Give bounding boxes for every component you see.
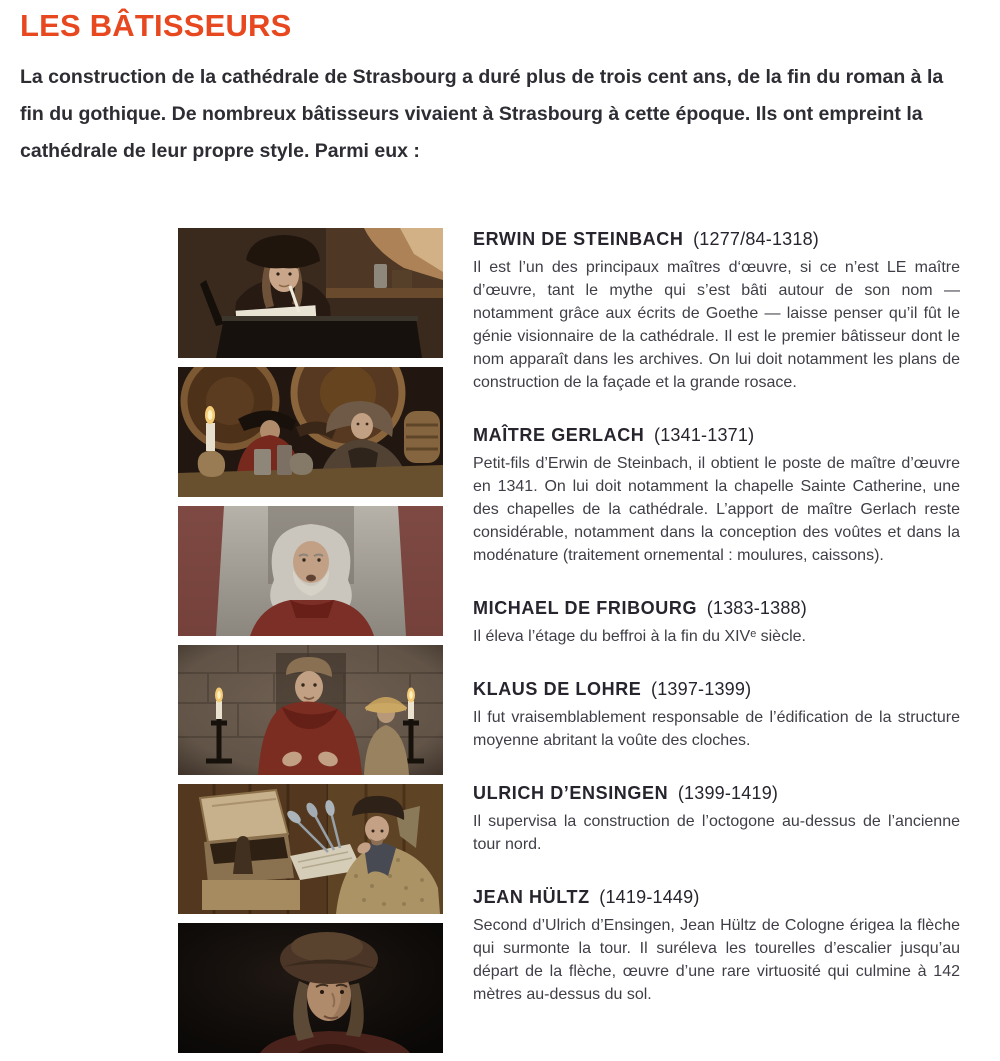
photo-ulrich-at-desk bbox=[178, 784, 443, 914]
photo-maitre-gerlach bbox=[178, 506, 443, 636]
builder-description: Il éleva l’étage du beffroi à la fin du XIVᵉ siècle. bbox=[473, 628, 806, 645]
builder-name: ULRICH D’ENSINGEN bbox=[473, 783, 669, 803]
builder-section-hultz bbox=[473, 886, 960, 1006]
builder-description: Petit-fils d’Erwin de Steinbach, il obtient le poste de maître d’œuvre en 1341. On lui doit notamment la chapelle Sainte Catherine, une des chapelles de la cathédrale. L’apport de maître Gerlach reste considérable, notamment dans la conception des voûtes et dans la modénature (traitement ornemental : moulures, caissons). bbox=[473, 455, 960, 564]
builder-heading bbox=[473, 678, 960, 700]
builder-description: Il est l’un des principaux maîtres d‘œuvre, si ce n’est LE maître d’œuvre, tant le mythe qui s’est bâti autour de son nom — notamment grâce aux écrits de Goethe — laisse penser qu’il fût le génie visionnaire de la cathédrale. Il est le premier bâtisseur dont le nom apparaît dans les archives. On lui doit notamment les plans de construction de la façade et la grande rosace. bbox=[473, 259, 960, 391]
builder-section-gerlach bbox=[473, 424, 960, 567]
builder-dates: (1277/84-1318) bbox=[693, 229, 819, 249]
builder-name: KLAUS DE LOHRE bbox=[473, 679, 642, 699]
builder-name: MAÎTRE GERLACH bbox=[473, 425, 645, 445]
builder-heading bbox=[473, 228, 960, 250]
photo-erwin-de-steinbach bbox=[178, 228, 443, 358]
builder-dates: (1419-1449) bbox=[599, 887, 700, 907]
builder-name: MICHAEL DE FRIBOURG bbox=[473, 598, 698, 618]
builder-description: Il supervisa la construction de l’octogone au-dessus de l’ancienne tour nord. bbox=[473, 813, 960, 853]
builder-name: JEAN HÜLTZ bbox=[473, 887, 590, 907]
builder-dates: (1383-1388) bbox=[706, 598, 807, 618]
builder-heading bbox=[473, 782, 960, 804]
main-content bbox=[20, 228, 960, 1053]
builders-column bbox=[473, 228, 960, 1036]
photo-jean-hultz bbox=[178, 923, 443, 1053]
builder-heading bbox=[473, 597, 960, 619]
builder-section-michael bbox=[473, 597, 960, 648]
builder-description: Il fut vraisemblablement responsable de l’édification de la structure moyenne abritant la voûte des cloches. bbox=[473, 709, 960, 749]
builder-dates: (1399-1419) bbox=[677, 783, 779, 803]
builder-description: Second d’Ulrich d’Ensingen, Jean Hültz de Cologne érigea la flèche qui surmonte la tour. Il suréleva les tourelles d’escalier jusqu’au départ de la flèche, œuvre d’une rare virtuosité qui culmine à 142 mètres au-dessus du sol. bbox=[473, 917, 960, 1003]
builder-name: ERWIN DE STEINBACH bbox=[473, 229, 684, 249]
intro-paragraph: La construction de la cathédrale de Strasbourg a duré plus de trois cent ans, de la fin du roman à la fin du gothique. De nombreux bâtisseurs vivaient à Strasbourg à cette époque. Ils ont empreint la cathédrale de leur propre style. Parmi eux : bbox=[20, 66, 944, 162]
photo-monk-with-candles bbox=[178, 645, 443, 775]
builder-section-ulrich bbox=[473, 782, 960, 856]
builder-dates: (1341-1371) bbox=[654, 425, 755, 445]
builder-heading bbox=[473, 424, 960, 446]
page-title: LES BÂTISSEURS bbox=[20, 8, 292, 43]
builder-section-klaus bbox=[473, 678, 960, 752]
photo-cellar-scene bbox=[178, 367, 443, 497]
builder-heading bbox=[473, 886, 960, 908]
builder-section-erwin bbox=[473, 228, 960, 394]
builder-dates: (1397-1399) bbox=[651, 679, 752, 699]
photo-column bbox=[178, 228, 443, 1053]
